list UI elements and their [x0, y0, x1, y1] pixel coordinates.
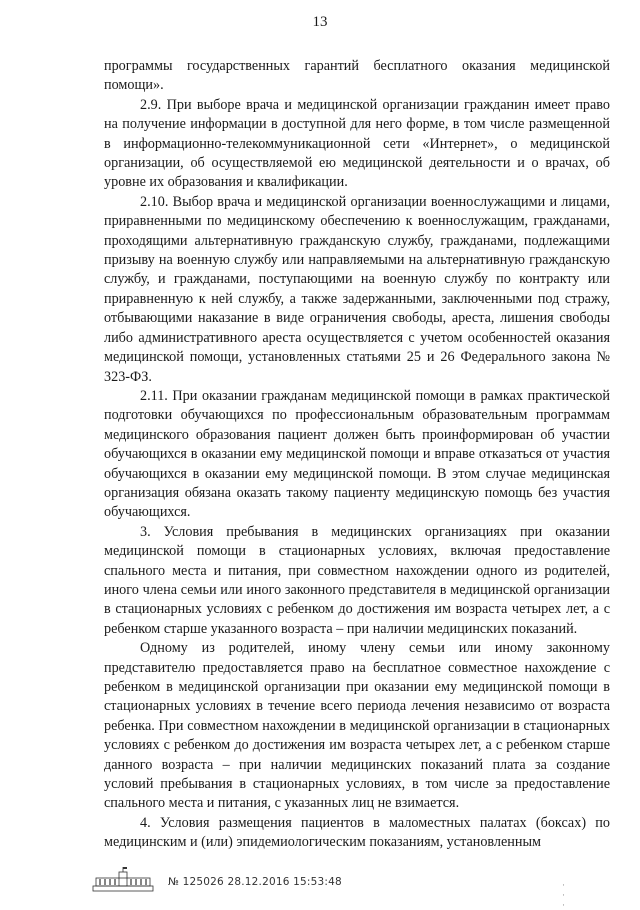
paragraph: 2.11. При оказании гражданам медицинской помощи в рамках практической подготовки обучающихся по профессиональным образовательным программам медицинского образования пациент должен быть проинформирован об участии обучающихся в оказании ему медицинской помощи и вправе отказаться от участия обучающихся в оказании ему медицинской помощи. В этом случае медицинская организация обязана оказать такому пациенту медицинскую помощь без участия обучающихся.	[104, 387, 610, 521]
scan-artifact: · · ·	[562, 880, 565, 910]
document-footer	[92, 866, 565, 910]
page-number: 13	[312, 14, 328, 30]
document-body	[104, 57, 610, 853]
paragraph: 2.9. При выборе врача и медицинской организации гражданин имеет право на получение информации в доступной для него форме, в том числе размещенной в информационно-телекоммуникационной сети «Интернет», о медицинской организации, об осуществляемой ею медицинской деятельности и о врачах, об уровне их образования и квалификации.	[104, 96, 610, 191]
government-building-logo-icon	[92, 866, 154, 892]
paragraph: 2.10. Выбор врача и медицинской организации военнослужащими и лицами, приравненными по медицинскому обеспечению к военнослужащим, гражданами, проходящими альтернативную гражданскую службу, гражданами, подлежащими призыву на военную службу или направляемыми на альтернативную гражданскую службу, и гражданами, поступающими на военную службу по контракту или приравненную к ней службу, а также задержанными, заключенными под стражу, отбывающими наказание в виде ограничения свободы, ареста, лишения свободы либо административного ареста осуществляется с учетом особенностей оказания медицинской помощи, установленных статьями 25 и 26 Федерального закона № 323-ФЗ.	[104, 193, 610, 385]
paragraph: программы государственных гарантий бесплатного оказания медицинской помощи».	[104, 58, 610, 94]
paragraph: 4. Условия размещения пациентов в маломестных палатах (боксах) по медицинским и (или) эпидемиологическим показаниям, установленным	[104, 814, 610, 851]
paragraph: Одному из родителей, иному члену семьи или иному законному представителю предоставляется право на бесплатное совместное нахождение с ребенком в медицинской организации при оказании ему медицинской помощи в стационарных условиях в течение всего периода лечения независимо от возраста ребенка. При совместном нахождении в медицинской организации в стационарных условиях с ребенком до достижения им возраста четырех лет, а с ребенком старше данного возраста – при наличии медицинских показаний плата за создание условий пребывания в стационарных условиях, в том числе за предоставление спального места и питания, с указанных лиц не взимается.	[104, 640, 610, 812]
document-registration-code: № 125026 28.12.2016 15:53:48	[168, 876, 342, 888]
paragraph: 3. Условия пребывания в медицинских организациях при оказании медицинской помощи в стационарных условиях, включая предоставление спального места и питания, при совместном нахождении одного из родителей, иного члена семьи или иного законного представителя в медицинской организации в стационарных условиях с ребенком до достижения им возраста четырех лет, а с ребенком старше указанного возраста – при наличии медицинских показаний.	[104, 523, 610, 637]
